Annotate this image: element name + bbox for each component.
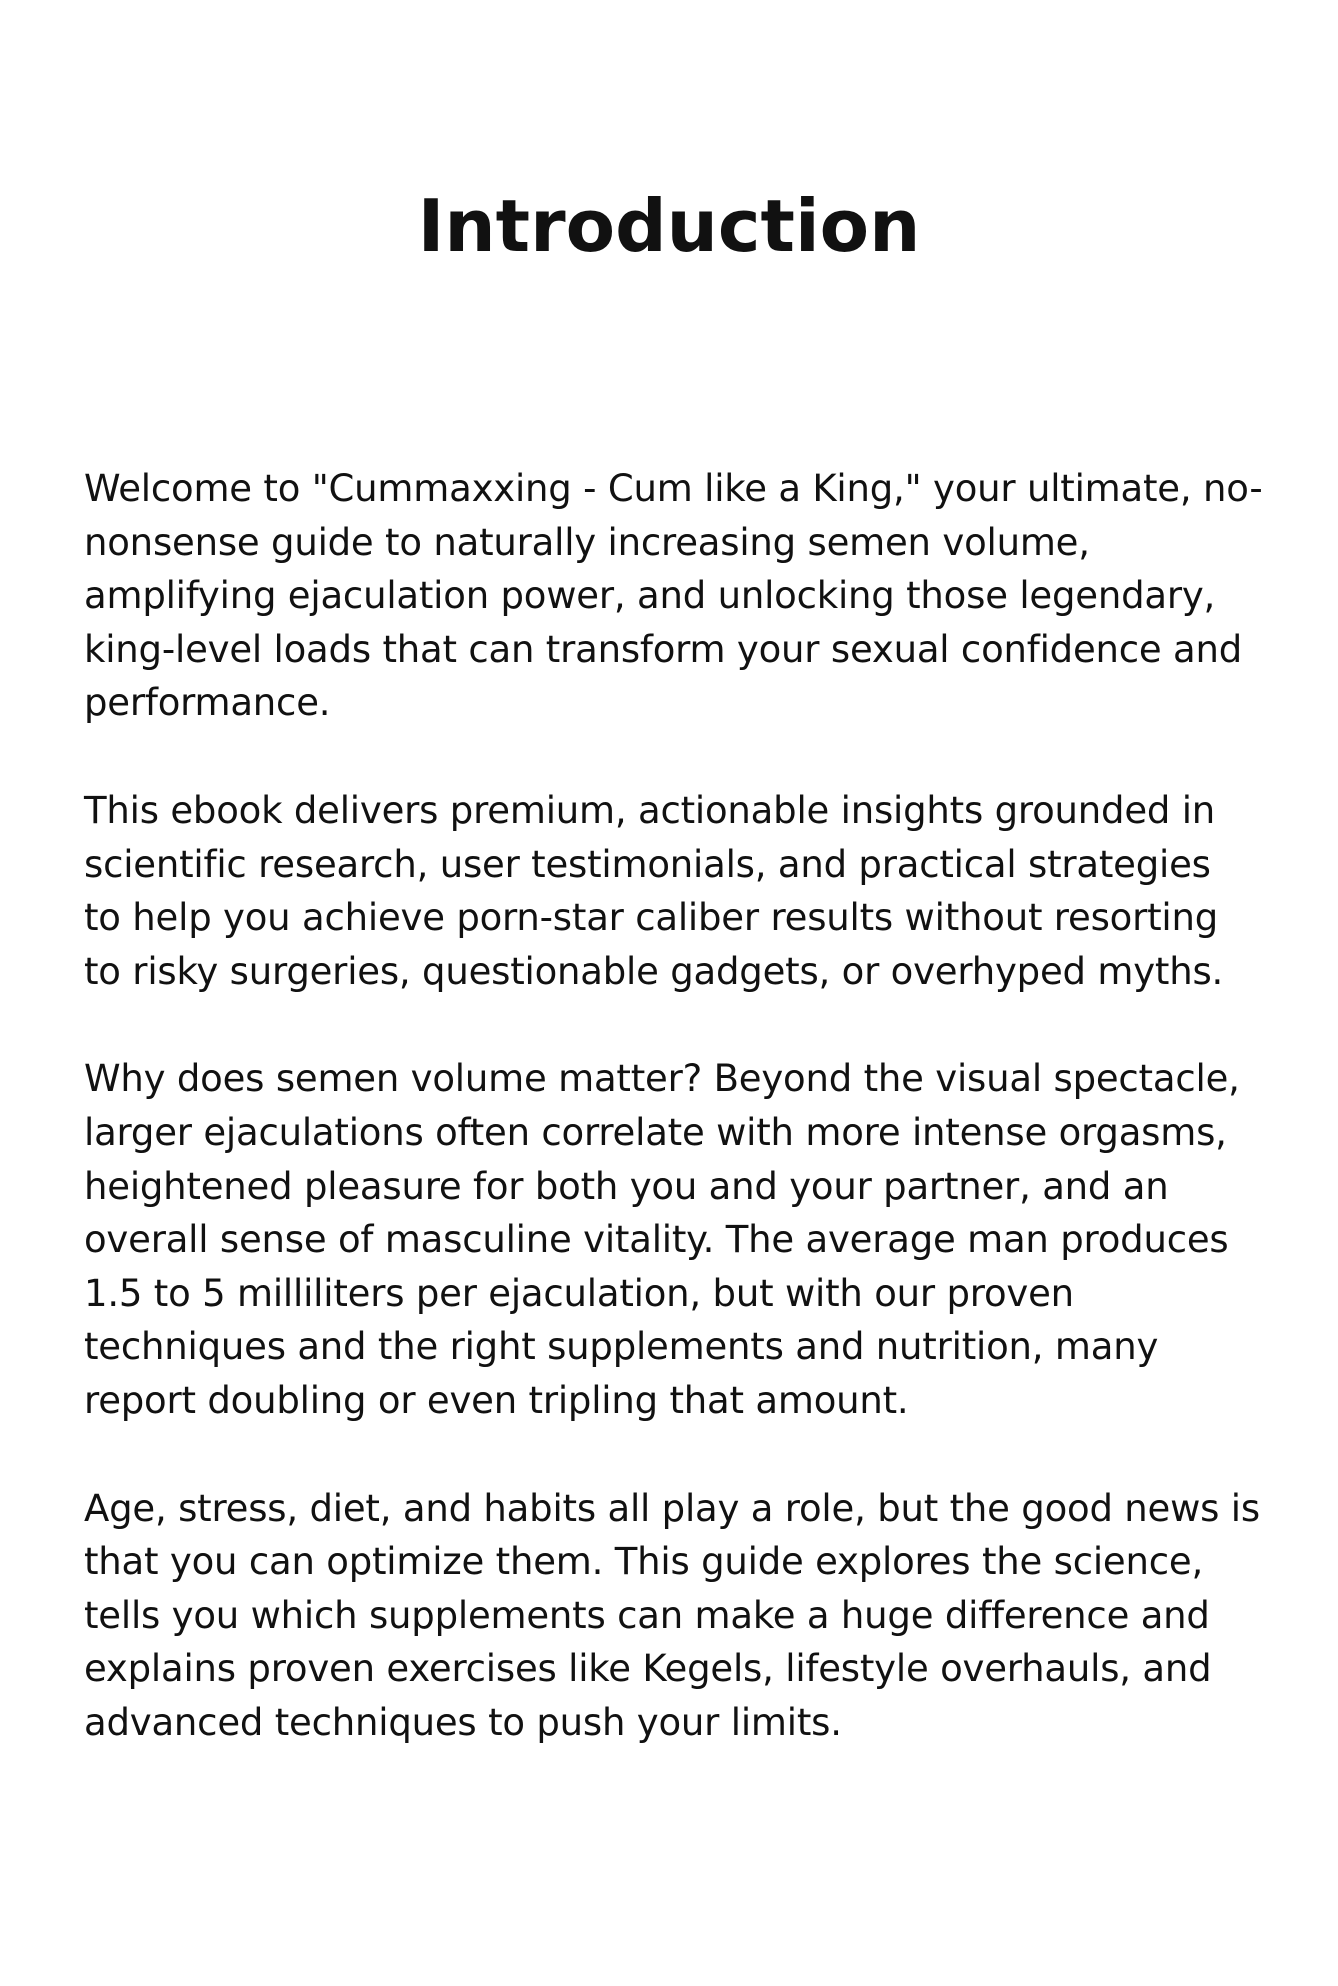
text-line: advanced techniques to push your limits. <box>84 1700 842 1744</box>
page-title: Introduction <box>417 184 921 268</box>
text-line: Why does semen volume matter? Beyond the visual spectacle, <box>84 1057 1240 1101</box>
body-text <box>84 462 1284 1803</box>
text-line: performance. <box>84 681 331 725</box>
text-line: report doubling or even tripling that amount. <box>84 1378 909 1422</box>
text-line: This ebook delivers premium, actionable insights grounded in <box>84 788 1216 832</box>
text-line: heightened pleasure for both you and your partner, and an <box>84 1164 1169 1208</box>
paragraph-welcome <box>84 462 1284 730</box>
text-line: tells you which supplements can make a huge difference and <box>84 1593 1210 1637</box>
text-line: techniques and the right supplements and nutrition, many <box>84 1325 1159 1369</box>
text-line: Welcome to "Cummaxxing - Cum like a King," your ultimate, no- <box>84 467 1263 510</box>
text-line: scientific research, user testimonials, and practical strategies <box>84 842 1211 886</box>
text-line: explains proven exercises like Kegels, lifestyle overhauls, and <box>84 1647 1212 1691</box>
text-line: Age, stress, diet, and habits all play a role, but the good news is <box>84 1486 1260 1530</box>
text-line: to help you achieve porn-star caliber results without resorting <box>84 896 1219 940</box>
text-line: to risky surgeries, questionable gadgets, or overhyped myths. <box>84 949 1224 993</box>
text-line: overall sense of masculine vitality. The average man produces <box>84 1218 1229 1262</box>
text-line: larger ejaculations often correlate with more intense orgasms, <box>84 1110 1227 1154</box>
paragraph-why-volume <box>84 1052 1284 1427</box>
text-line: nonsense guide to naturally increasing semen volume, <box>84 520 1090 564</box>
paragraph-ebook <box>84 784 1284 998</box>
paragraph-factors <box>84 1482 1284 1750</box>
text-line: that you can optimize them. This guide explores the science, <box>84 1540 1204 1584</box>
text-line: amplifying ejaculation power, and unlocking those legendary, <box>84 574 1216 618</box>
text-line: king-level loads that can transform your sexual confidence and <box>84 627 1243 671</box>
text-line: 1.5 to 5 milliliters per ejaculation, but with our proven <box>84 1271 1074 1315</box>
